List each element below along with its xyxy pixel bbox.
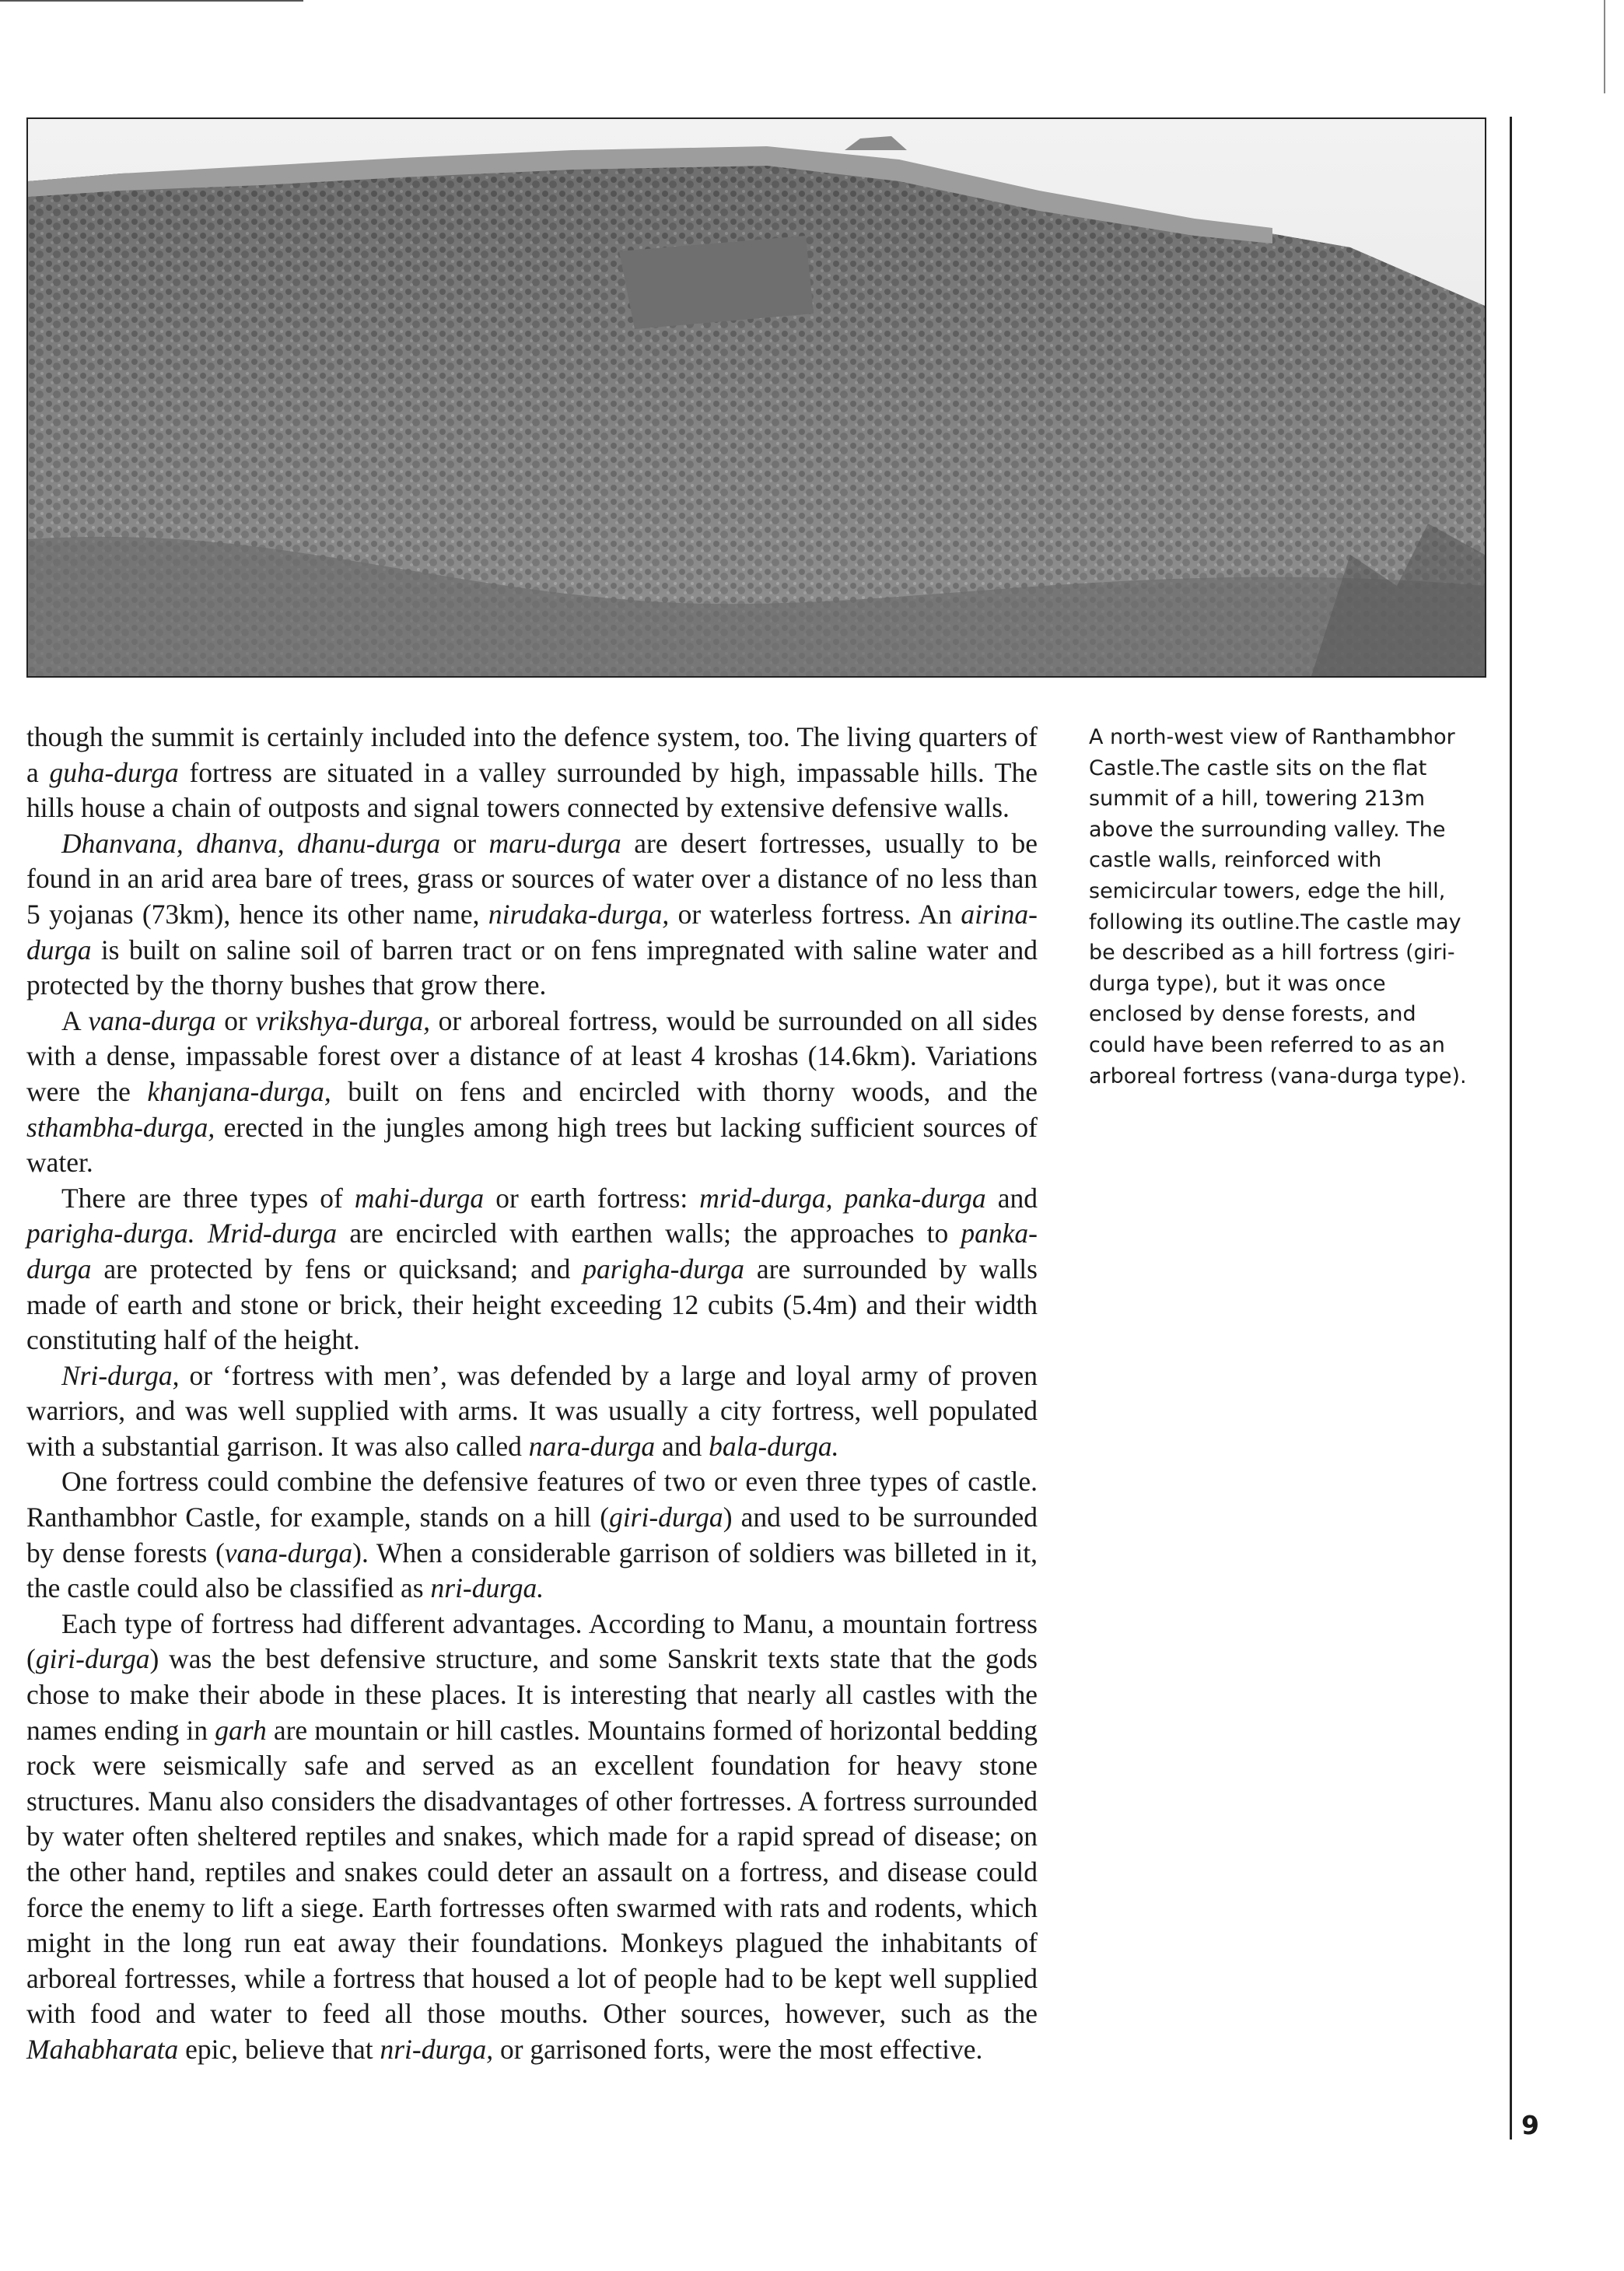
text-run: or: [440, 827, 489, 859]
text-run: or waterless fortress. An: [669, 898, 961, 930]
italic-term: maru-durga: [488, 827, 621, 859]
page-number: 9: [1521, 2110, 1539, 2140]
text-run: though the summit is certainly included into the defence system, too. The living quarters of a: [26, 721, 1038, 788]
text-run: are mountain or hill castles. Mountains formed of horizontal bedding rock were seismically safe and served as an excellent foundation for heavy stone structures. Manu also considers the disadvantages of other fortresses. A fortress surrounded by water often sheltered reptiles and snakes, which made for a rapid spread of disease; on the other hand, reptiles and snakes could deter an assault on a fortress, and disease could force the enemy to lift a siege. Earth fortresses often swarmed with rats and rodents, which might in the long run eat away their foundations. Monkeys plagued the inhabitants of arboreal fortresses, while a fortress that housed a lot of people had to be kept well supplied with food and water to feed all those mouths. Other sources, however, such as the: [26, 1714, 1038, 2030]
italic-term: bala-durga.: [709, 1430, 839, 1462]
text-run: are desert fortresses, usually to be found in an arid area bare of trees, grass or sources of water over a distance of no less than 5 yojanas (73km), hence its other name,: [26, 827, 1038, 930]
italic-term: vana-durga: [88, 1004, 216, 1036]
text-run: ) was the best defensive structure, and some Sanskrit texts state that the gods chose to make their abode in these places. It is interesting that nearly all castles with the names ending in: [26, 1643, 1038, 1746]
body-paragraph: [26, 1464, 1038, 1606]
body-paragraph: [26, 1004, 1038, 1181]
text-run: epic, believe that: [178, 2033, 380, 2065]
caption-text: A north-west view of Ranthambhor Castle.The castle sits on the flat summit of a hill, towering 213m above the surrounding valley. The castle walls, reinforced with semicircular towers, edge the hill, following its outline.The castle may be described as a hill fortress (giri-durga type), but it was once enclosed by dense forests, and could have been referred to as an arboreal fortress (vana-durga type).: [1089, 725, 1467, 1088]
italic-term: nara-durga: [528, 1430, 656, 1462]
italic-term: garh: [215, 1714, 267, 1746]
text-run: or earth fortress:: [484, 1182, 700, 1214]
italic-term: guha-durga: [49, 756, 179, 788]
body-paragraph: [26, 826, 1038, 1004]
italic-term: khanjana-durga,: [147, 1075, 331, 1107]
text-run: are encircled with earthen walls; the approaches to: [337, 1218, 961, 1249]
italic-term: Mahabharata: [26, 2033, 179, 2065]
body-paragraph: [26, 1607, 1038, 2068]
text-run: ) and used to be surrounded by dense forests (: [26, 1502, 1038, 1568]
italic-term: nri-durga.: [430, 1572, 544, 1604]
italic-term: vrikshya-durga,: [255, 1004, 430, 1036]
text-run: ). When a considerable garrison of soldiers was billeted in it, the castle could also be classified as: [26, 1537, 1038, 1604]
page-edge-line: [1604, 0, 1605, 93]
italic-term: parigha-durga: [583, 1253, 744, 1284]
italic-term: sthambha-durga,: [26, 1111, 215, 1143]
text-run: A: [61, 1004, 89, 1036]
photo-ranthambhor-castle: [26, 117, 1486, 678]
text-run: and: [655, 1430, 709, 1462]
text-run: or: [215, 1004, 256, 1036]
text-run: are protected by fens or quicksand; and: [91, 1253, 583, 1284]
italic-term: panka-durga: [26, 1218, 1038, 1284]
body-paragraph: [26, 1358, 1038, 1465]
text-run: There are three types of: [61, 1182, 355, 1214]
text-run: or arboreal fortress, would be surrounded on all sides with a dense, impassable forest over a distance of at least 4 kroshas (14.6km). Variations were the: [26, 1004, 1038, 1107]
body-text: [26, 720, 1038, 2068]
text-run: erected in the jungles among high trees but lacking sufficient sources of water.: [26, 1111, 1038, 1179]
italic-term: mrid-durga, panka-durga: [699, 1182, 986, 1214]
body-paragraph: [26, 1181, 1038, 1358]
italic-term: mahi-durga: [354, 1182, 485, 1214]
italic-term: parigha-durga. Mrid-durga: [26, 1218, 338, 1249]
text-run: or ‘fortress with men’, was defended by a large and loyal army of proven warriors, and was well supplied with arms. It was usually a city fortress, well populated with a substantial garrison. It was also called: [26, 1359, 1038, 1462]
italic-term: giri-durga: [609, 1502, 723, 1533]
italic-term: nri-durga,: [380, 2033, 494, 2065]
text-run: One fortress could combine the defensive features of two or even three types of castle. Ranthambhor Castle, for example, stands on a hill (: [26, 1466, 1038, 1533]
photo-caption: [1089, 722, 1478, 1092]
text-run: are surrounded by walls made of earth and stone or brick, their height exceeding 12 cubits (5.4m) and their width constituting half of the height.: [26, 1253, 1038, 1356]
column-rule: [1510, 117, 1512, 2140]
text-run: or garrisoned forts, were the most effective.: [493, 2033, 983, 2065]
top-rule: [0, 0, 303, 2]
text-run: is built on saline soil of barren tract or on fens impregnated with saline water and protected by the thorny bushes that grow there.: [26, 934, 1038, 1001]
italic-term: vana-durga: [224, 1537, 353, 1568]
text-run: and: [985, 1182, 1038, 1214]
italic-term: Nri-durga,: [61, 1359, 180, 1391]
italic-term: airina-durga: [26, 898, 1038, 966]
italic-term: giri-durga: [35, 1643, 150, 1675]
text-run: fortress are situated in a valley surrounded by high, impassable hills. The hills house a chain of outposts and signal towers connected by extensive defensive walls.: [26, 756, 1038, 824]
body-paragraph: [26, 720, 1038, 826]
italic-term: Dhanvana, dhanva, dhanu-durga: [61, 827, 441, 859]
text-run: Each type of fortress had different advantages. According to Manu, a mountain fortress (: [26, 1607, 1038, 1675]
italic-term: nirudaka-durga,: [488, 898, 670, 930]
text-run: built on fens and encircled with thorny woods, and the: [331, 1075, 1038, 1107]
